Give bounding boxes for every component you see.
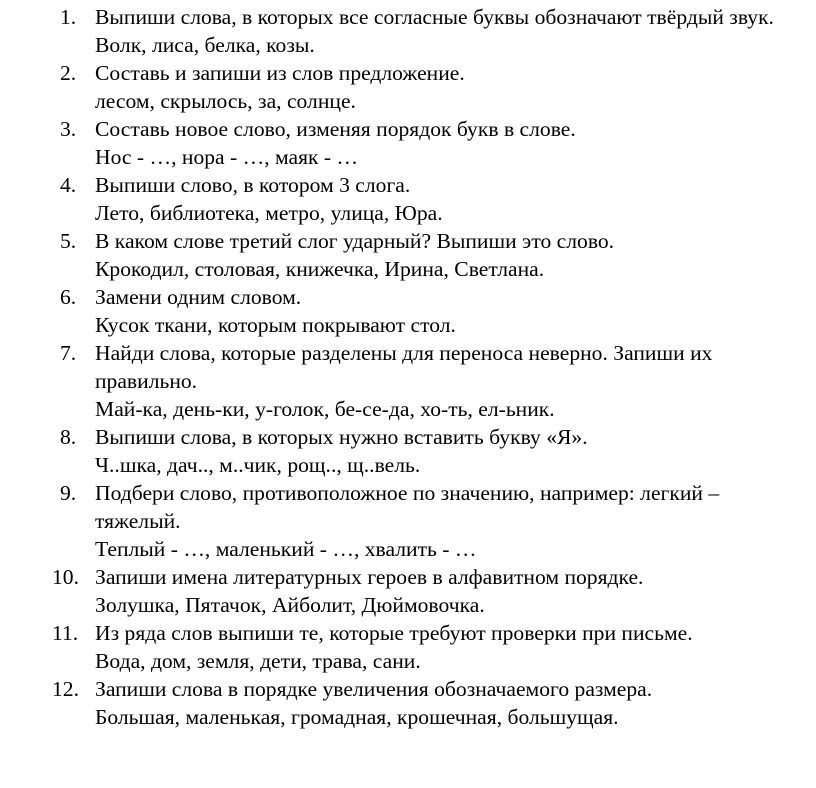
task-item-3: [0, 115, 816, 171]
task-words: Золушка, Пятачок, Айболит, Дюймовочка.: [95, 593, 485, 617]
task-instruction: Найди слова, которые разделены для переноса неверно. Запиши их правильно.: [95, 341, 713, 393]
task-instruction: Составь и запиши из слов предложение.: [95, 61, 465, 85]
task-number: 9.: [60, 481, 77, 505]
task-words: Крокодил, столовая, книжечка, Ирина, Светлана.: [95, 257, 545, 281]
task-instruction: Запиши имена литературных героев в алфавитном порядке.: [95, 565, 644, 589]
task-item-11: [0, 619, 816, 675]
task-number: 11.: [52, 621, 79, 645]
task-number: 7.: [60, 341, 77, 365]
task-number: 1.: [60, 5, 77, 29]
task-instruction: Выпиши слова, в которых все согласные буквы обозначают твёрдый звук.: [95, 5, 774, 29]
task-item-10: [0, 563, 816, 619]
exercise-list: [0, 3, 816, 731]
task-words: Ч..шка, дач.., м..чик, рощ.., щ..вель.: [95, 453, 421, 477]
task-words: Большая, маленькая, громадная, крошечная, большущая.: [95, 705, 619, 729]
task-number: 8.: [60, 425, 77, 449]
task-instruction: Подбери слово, противоположное по значению, например: легкий – тяжелый.: [95, 481, 720, 533]
task-instruction: Составь новое слово, изменяя порядок букв в слове.: [95, 117, 576, 141]
task-item-1: [0, 3, 816, 59]
task-words: Нос - …, нора - …, маяк - …: [95, 145, 359, 169]
task-instruction: Запиши слова в порядке увеличения обозначаемого размера.: [95, 677, 653, 701]
task-number: 2.: [60, 61, 77, 85]
task-item-6: [0, 283, 816, 339]
task-number: 4.: [60, 173, 77, 197]
task-item-5: [0, 227, 816, 283]
task-number: 3.: [60, 117, 77, 141]
task-item-12: [0, 675, 816, 731]
task-number: 5.: [60, 229, 77, 253]
task-item-9: [0, 479, 816, 563]
task-words: Кусок ткани, которым покрывают стол.: [95, 313, 456, 337]
task-instruction: Выпиши слова, в которых нужно вставить букву «Я».: [95, 425, 588, 449]
task-instruction: Выпиши слово, в котором 3 слога.: [95, 173, 411, 197]
task-words: лесом, скрылось, за, солнце.: [95, 89, 356, 113]
task-words: Волк, лиса, белка, козы.: [95, 33, 315, 57]
task-number: 12.: [52, 677, 79, 701]
task-instruction: В каком слове третий слог ударный? Выпиши это слово.: [95, 229, 615, 253]
task-words: Теплый - …, маленький - …, хвалить - …: [95, 537, 477, 561]
task-item-7: [0, 339, 816, 423]
task-number: 6.: [60, 285, 77, 309]
task-words: Лето, библиотека, метро, улица, Юра.: [95, 201, 443, 225]
task-item-8: [0, 423, 816, 479]
task-item-2: [0, 59, 816, 115]
task-number: 10.: [52, 565, 79, 589]
task-instruction: Из ряда слов выпиши те, которые требуют проверки при письме.: [95, 621, 693, 645]
task-words: Май-ка, день-ки, у-голок, бе-се-да, хо-ть, ел-ьник.: [95, 397, 555, 421]
task-words: Вода, дом, земля, дети, трава, сани.: [95, 649, 421, 673]
task-instruction: Замени одним словом.: [95, 285, 302, 309]
task-item-4: [0, 171, 816, 227]
